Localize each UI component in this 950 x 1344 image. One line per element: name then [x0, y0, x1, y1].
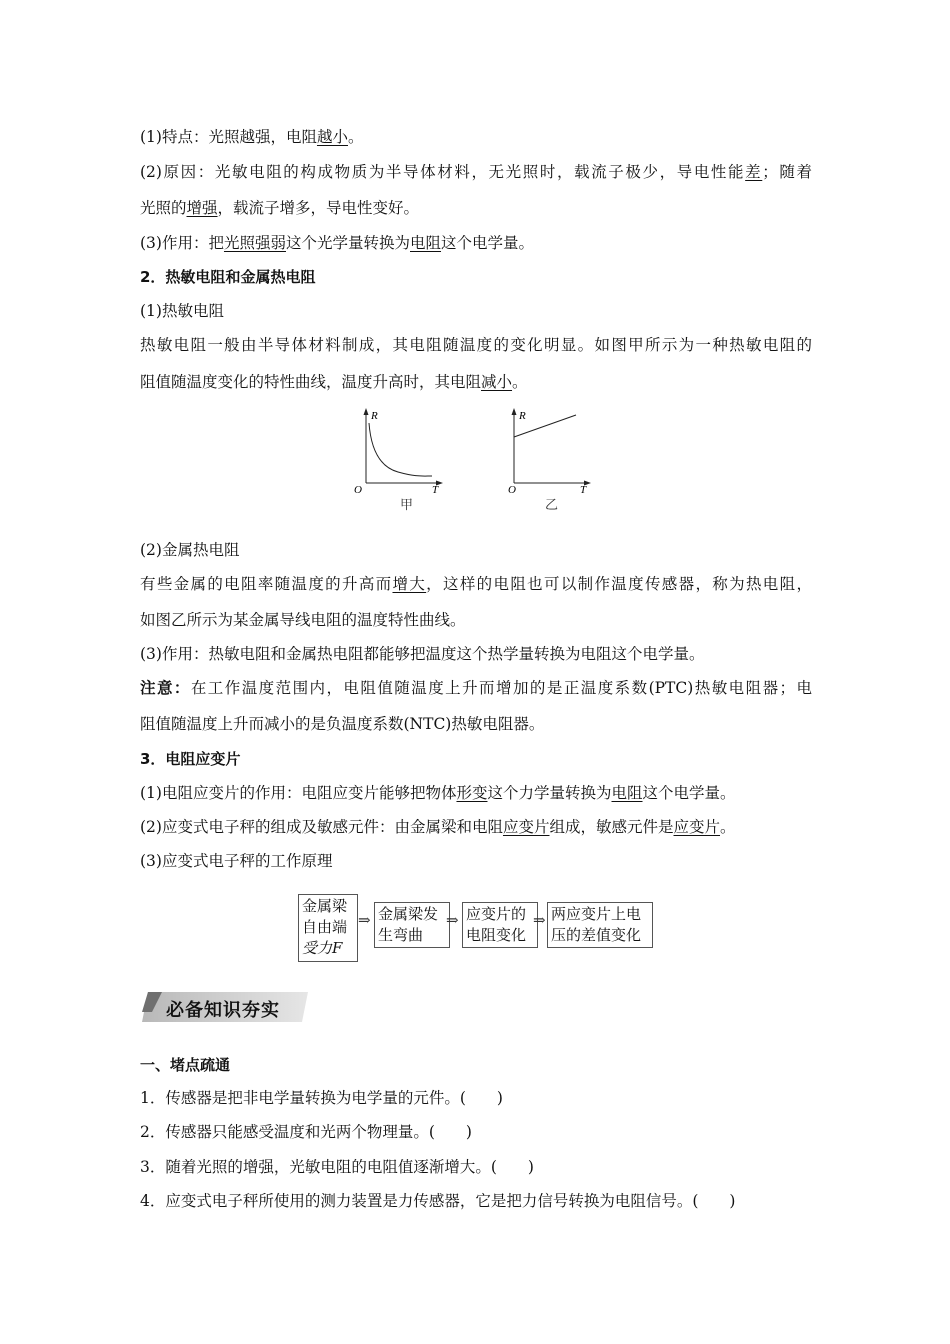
metal-resistor-line-2: 如图乙所示为某金属导线电阻的温度特性曲线。 — [140, 611, 466, 629]
section-banner-title: 必备知识夯实 — [166, 1000, 280, 1021]
x-axis-label: T — [580, 484, 587, 496]
section-heading-strain: 3．电阻应变片 — [140, 750, 241, 768]
list-item: 1．传感器是把非电学量转换为电学量的元件。( ) — [140, 1089, 503, 1107]
flow-text: 受力F — [302, 939, 343, 957]
note-label: 注意： — [140, 679, 191, 697]
text: 。 — [720, 818, 736, 836]
text: ，载流子增多，导电性变好。 — [217, 199, 420, 217]
y-axis-arrow — [512, 408, 517, 415]
y-axis-label: R — [371, 410, 378, 422]
text: ；随着 — [762, 163, 812, 181]
strain-composition-line — [140, 817, 812, 837]
section-heading-thermal: 2．热敏电阻和金属热电阻 — [140, 268, 316, 286]
graph-yi-svg — [500, 405, 600, 497]
flow-text: 两应变片上电 — [551, 905, 642, 923]
answer-underline: 应变片 — [673, 818, 721, 836]
answer-underline: 应变片 — [502, 818, 550, 836]
flow-text: 压的差值变化 — [551, 926, 642, 944]
decreasing-curve — [369, 423, 432, 476]
thermal-function-line: (3)作用：热敏电阻和金属热电阻都能够把温度这个热学量转换为电阻这个电学量。 — [140, 645, 705, 663]
answer-underline: 光照强弱 — [223, 234, 286, 252]
flow-box-bending — [374, 902, 450, 948]
subheading-metal-resistor: (2)金属热电阻 — [140, 541, 240, 559]
flow-box-beam-force — [298, 894, 358, 962]
text: 这个力学量转换为 — [487, 784, 612, 802]
note-line-2: 阻值随温度上升而减小的是负温度系数(NTC)热敏电阻器。 — [140, 715, 545, 733]
text: 光照的 — [140, 199, 187, 217]
thermistor-line-1: 热敏电阻一般由半导体材料制成，其电阻随温度的变化明显。如图甲所示为一种热敏电阻的 — [140, 336, 812, 354]
list-item: 3．随着光照的增强，光敏电阻的电阻值逐渐增大。( ) — [140, 1158, 534, 1176]
text: 在工作温度范围内，电阻值随温度上升而增加的是正温度系数(PTC)热敏电阻器；电 — [190, 679, 812, 697]
graph-yi-caption: 乙 — [545, 498, 559, 513]
photo-feature-line — [140, 127, 812, 147]
y-axis-arrow — [364, 408, 369, 415]
answer-underline: 电阻 — [611, 784, 643, 802]
photo-function-line — [140, 233, 812, 253]
flow-arrow: ⇒ — [358, 911, 371, 929]
answer-underline: 增大 — [392, 575, 427, 593]
flow-text: 金属梁 — [302, 897, 348, 915]
text: 阻值随温度变化的特性曲线，温度升高时，其电阻 — [140, 373, 482, 391]
strain-function-line — [140, 783, 812, 803]
text: (2)应变式电子秤的组成及敏感元件：由金属梁和电阻 — [140, 818, 503, 836]
text: 。 — [512, 373, 528, 391]
text: (1)特点：光照越强，电阻 — [140, 128, 317, 146]
graph-jia-caption: 甲 — [400, 498, 414, 513]
answer-underline: 差 — [745, 163, 763, 181]
thermistor-line-2 — [140, 372, 812, 392]
text: 。 — [347, 128, 364, 146]
flow-text: 电阻变化 — [466, 926, 527, 944]
graph-jia-svg — [352, 405, 452, 497]
subheading-thermistor: (1)热敏电阻 — [140, 302, 224, 320]
origin-label: O — [354, 484, 362, 496]
flow-text: 应变片的 — [466, 905, 527, 923]
answer-underline: 增强 — [186, 199, 218, 217]
answer-underline: 形变 — [456, 784, 488, 802]
text: 组成，敏感元件是 — [549, 818, 674, 836]
answer-underline: 电阻 — [410, 234, 442, 252]
flow-text: 金属梁发 — [378, 905, 439, 923]
list-item: 2．传感器只能感受温度和光两个物理量。( ) — [140, 1123, 472, 1141]
note-line-1 — [140, 678, 812, 698]
photo-reason-line-2 — [140, 198, 812, 218]
text: 这个光学量转换为 — [285, 234, 410, 252]
text: (3)作用：把 — [140, 234, 224, 252]
answer-underline: 减小 — [481, 373, 513, 391]
origin-label: O — [508, 484, 516, 496]
list-item: 4．应变式电子秤所使用的测力装置是力传感器，它是把力信号转换为电阻信号。( ) — [140, 1192, 736, 1210]
text: ，这样的电阻也可以制作温度传感器，称为热电阻， — [426, 575, 812, 593]
text: 有些金属的电阻率随温度的升高而 — [140, 575, 393, 593]
subheading-blockers: 一、堵点疏通 — [140, 1056, 231, 1074]
flow-arrow: ⇒ — [446, 911, 459, 929]
flow-text: 生弯曲 — [378, 926, 424, 944]
strain-principle-line: (3)应变式电子秤的工作原理 — [140, 852, 333, 870]
text: (2)原因：光敏电阻的构成物质为半导体材料，无光照时，载流子极少，导电性能 — [140, 163, 746, 181]
flow-box-resistance-change — [462, 902, 538, 948]
answer-underline: 越小 — [316, 128, 348, 146]
x-axis-label: T — [432, 484, 439, 496]
flow-box-voltage-difference — [547, 902, 653, 948]
graph-yi — [500, 405, 600, 497]
photo-reason-line-1 — [140, 162, 812, 182]
graph-jia — [352, 405, 452, 497]
text: 这个电学量。 — [642, 784, 736, 802]
flow-text: 自由端 — [302, 918, 348, 936]
y-axis-label: R — [519, 410, 526, 422]
text: 这个电学量。 — [441, 234, 535, 252]
metal-resistor-line-1 — [140, 574, 812, 594]
flow-arrow: ⇒ — [533, 911, 546, 929]
text: (1)电阻应变片的作用：电阻应变片能够把物体 — [140, 784, 457, 802]
